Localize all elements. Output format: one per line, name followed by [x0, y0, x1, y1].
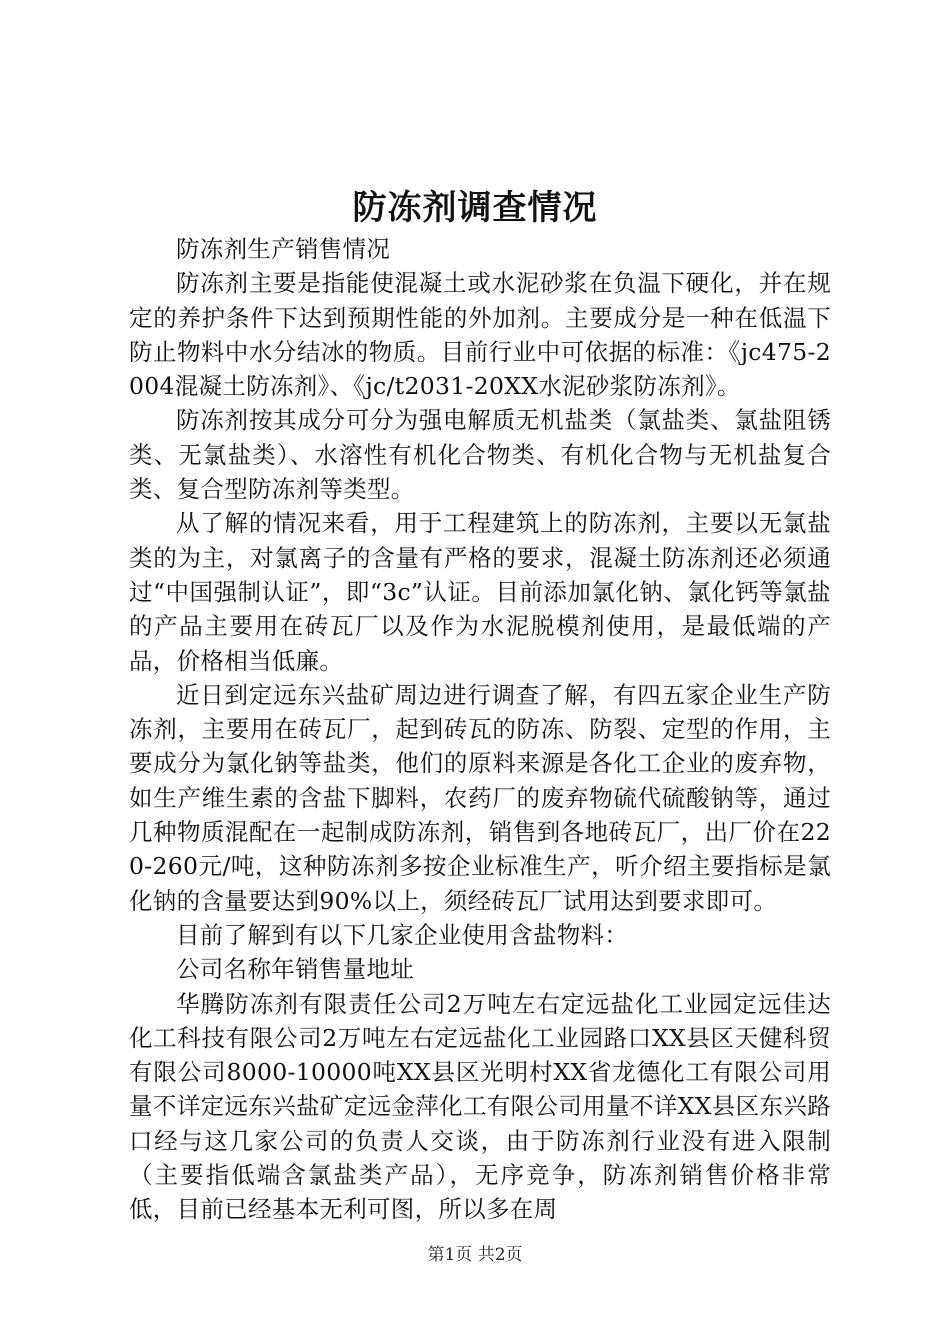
paragraph-classification: 防冻剂按其成分可分为强电解质无机盐类（氯盐类、氯盐阻锈类、无氯盐类）、水溶性有机化合物类、有机化合物与无机盐复合类、复合型防冻剂等类型。: [129, 406, 831, 504]
page-footer: 第1页 共2页: [427, 1245, 523, 1265]
paragraph-enterprise-intro: 目前了解到有以下几家企业使用含盐物料：: [176, 920, 629, 949]
document-body: [129, 232, 831, 1227]
document-title: 防冻剂调查情况: [352, 188, 598, 228]
paragraph-enterprise-list: 华腾防冻剂有限责任公司2万吨左右定远盐化工业园定远佳达化工科技有限公司2万吨左右定远盐化工业园路口XX县区天健科贸有限公司8000-10000吨XX县区光明村XX省龙德化工有限公司用量不详定远东兴盐矿定远金萍化工有限公司用量不详XX县区东兴路口经与这几家公司的负责人交谈，由于防冻剂行业没有进入限制（主要指低端含氯盐类产品），无序竞争，防冻剂销售价格非常低，目前已经基本无利可图，所以多在周: [129, 989, 831, 1224]
paragraph-section-heading: 防冻剂生产销售情况: [176, 235, 391, 263]
paragraph-field-survey: 近日到定远东兴盐矿周边进行调查了解，有四五家企业生产防冻剂，主要用在砖瓦厂，起到砖瓦的防冻、防裂、定型的作用，主要成分为氯化钠等盐类，他们的原料来源是各化工企业的废弃物，如生产维生素的含盐下脚料，农药厂的废弃物硫代硫酸钠等，通过几种物质混配在一起制成防冻剂，销售到各地砖瓦厂，出厂价在220-260元/吨，这种防冻剂多按企业标准生产，听介绍主要指标是氯化钠的含量要达到90%以上，须经砖瓦厂试用达到要求即可。: [129, 680, 831, 915]
paragraph-market-situation: 从了解的情况来看，用于工程建筑上的防冻剂，主要以无氯盐类的为主，对氯离子的含量有严格的要求，混凝土防冻剂还必须通过“中国强制认证”，即“3c”认证。目前添加氯化钠、氯化钙等氯盐的产品主要用在砖瓦厂以及作为水泥脱模剂使用，是最低端的产品，价格相当低廉。: [129, 509, 831, 675]
paragraph-table-header: 公司名称年销售量地址: [176, 955, 414, 984]
paragraph-definition: 防冻剂主要是指能使混凝土或水泥砂浆在负温下硬化，并在规定的养护条件下达到预期性能的外加剂。主要成分是一种在低温下防止物料中水分结冰的物质。目前行业中可依据的标准：《jc475-2004混凝土防冻剂》、《jc/t2031-20XX水泥砂浆防冻剂》。: [129, 269, 831, 401]
